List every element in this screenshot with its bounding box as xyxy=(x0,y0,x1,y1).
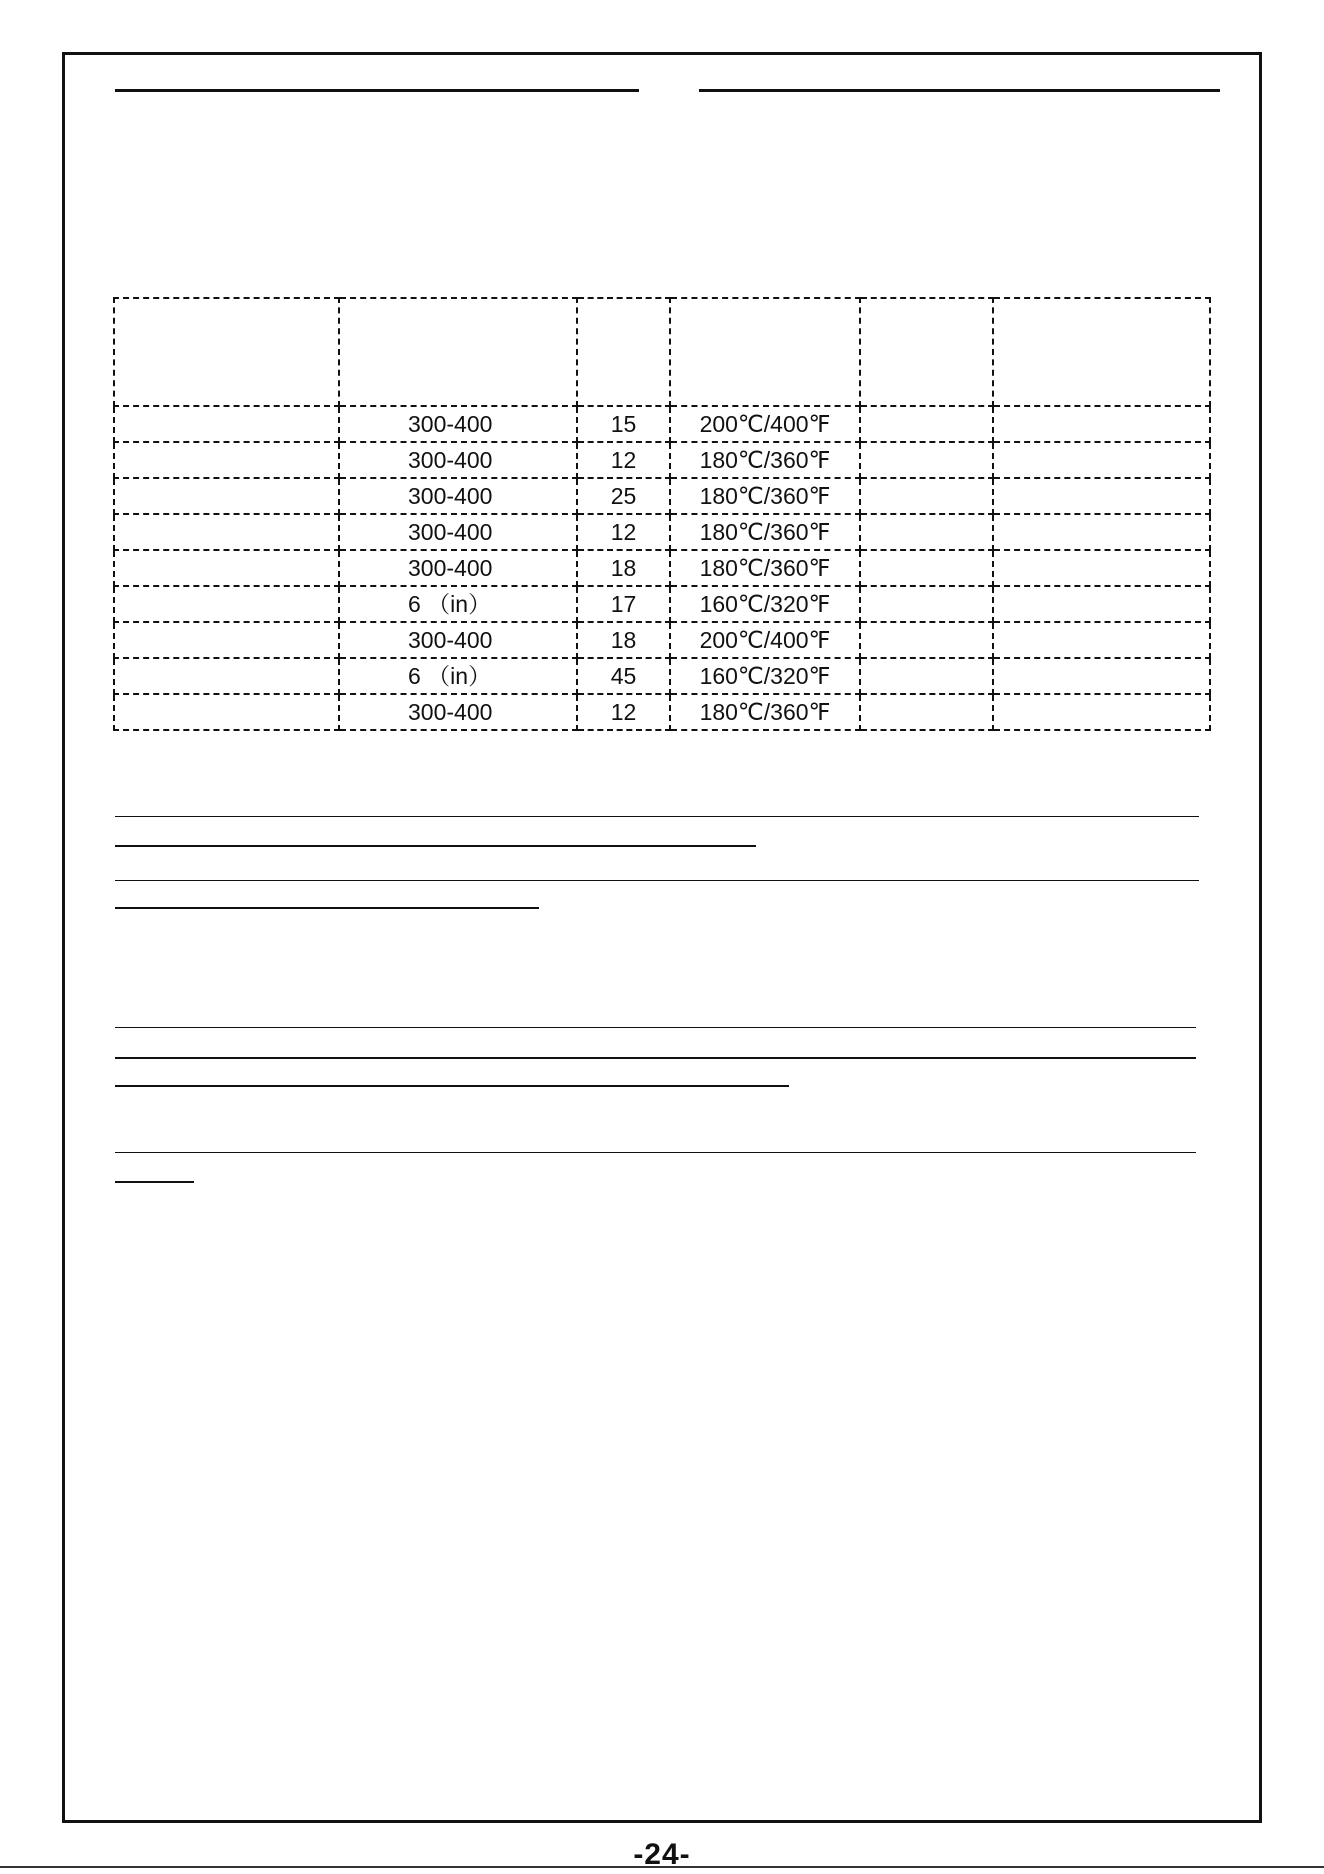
time-cell: 12 xyxy=(577,514,670,550)
shake-cell xyxy=(860,514,993,550)
note-rule xyxy=(115,1152,1196,1153)
header-rule-right xyxy=(699,89,1220,92)
temperature-cell: 180℃/360℉ xyxy=(670,478,860,514)
header-cell-time xyxy=(577,298,670,406)
amount-cell: 300-400 xyxy=(339,478,577,514)
note-rule xyxy=(115,880,1199,881)
extra-cell xyxy=(993,694,1210,730)
header-cell-temperature xyxy=(670,298,860,406)
table-row xyxy=(114,442,1210,478)
shake-cell xyxy=(860,478,993,514)
food-cell xyxy=(114,586,339,622)
amount-cell: 6 （in） xyxy=(339,586,577,622)
bottom-edge-rule xyxy=(0,1866,1324,1874)
food-cell xyxy=(114,694,339,730)
amount-cell: 300-400 xyxy=(339,694,577,730)
cooking-guide-table xyxy=(113,297,1211,731)
temperature-cell: 180℃/360℉ xyxy=(670,694,860,730)
shake-cell xyxy=(860,694,993,730)
note-rule xyxy=(115,1027,1196,1028)
table-header-row xyxy=(114,298,1210,406)
note-rule xyxy=(115,1085,789,1087)
table-row xyxy=(114,406,1210,442)
shake-cell xyxy=(860,550,993,586)
extra-cell xyxy=(993,622,1210,658)
note-rule xyxy=(115,907,539,909)
amount-cell: 300-400 xyxy=(339,622,577,658)
time-cell: 17 xyxy=(577,586,670,622)
food-cell xyxy=(114,514,339,550)
extra-cell xyxy=(993,478,1210,514)
shake-cell xyxy=(860,586,993,622)
page-number: -24- xyxy=(633,1838,691,1871)
extra-cell xyxy=(993,406,1210,442)
time-cell: 15 xyxy=(577,406,670,442)
extra-cell xyxy=(993,658,1210,694)
note-rule xyxy=(115,816,1199,817)
table-row xyxy=(114,694,1210,730)
temperature-cell: 180℃/360℉ xyxy=(670,514,860,550)
table-row xyxy=(114,514,1210,550)
table-row xyxy=(114,658,1210,694)
table-row xyxy=(114,478,1210,514)
food-cell xyxy=(114,658,339,694)
header-cell-shake xyxy=(860,298,993,406)
temperature-cell: 180℃/360℉ xyxy=(670,442,860,478)
food-cell xyxy=(114,622,339,658)
time-cell: 12 xyxy=(577,694,670,730)
amount-cell: 300-400 xyxy=(339,514,577,550)
food-cell xyxy=(114,478,339,514)
header-rule-left xyxy=(115,89,639,92)
time-cell: 25 xyxy=(577,478,670,514)
amount-cell: 300-400 xyxy=(339,406,577,442)
temperature-cell: 200℃/400℉ xyxy=(670,406,860,442)
header-cell-extra xyxy=(993,298,1210,406)
food-cell xyxy=(114,550,339,586)
table-row xyxy=(114,550,1210,586)
food-cell xyxy=(114,442,339,478)
extra-cell xyxy=(993,586,1210,622)
note-rule xyxy=(115,845,756,847)
temperature-cell: 160℃/320℉ xyxy=(670,586,860,622)
amount-cell: 300-400 xyxy=(339,550,577,586)
temperature-cell: 200℃/400℉ xyxy=(670,622,860,658)
time-cell: 45 xyxy=(577,658,670,694)
temperature-cell: 180℃/360℉ xyxy=(670,550,860,586)
shake-cell xyxy=(860,622,993,658)
time-cell: 12 xyxy=(577,442,670,478)
extra-cell xyxy=(993,514,1210,550)
amount-cell: 300-400 xyxy=(339,442,577,478)
time-cell: 18 xyxy=(577,622,670,658)
table-row xyxy=(114,622,1210,658)
header-cell-food xyxy=(114,298,339,406)
extra-cell xyxy=(993,550,1210,586)
time-cell: 18 xyxy=(577,550,670,586)
food-cell xyxy=(114,406,339,442)
shake-cell xyxy=(860,658,993,694)
amount-cell: 6 （in） xyxy=(339,658,577,694)
shake-cell xyxy=(860,406,993,442)
header-cell-amount xyxy=(339,298,577,406)
temperature-cell: 160℃/320℉ xyxy=(670,658,860,694)
extra-cell xyxy=(993,442,1210,478)
note-rule xyxy=(115,1181,194,1183)
note-rule xyxy=(115,1057,1196,1059)
shake-cell xyxy=(860,442,993,478)
table-row xyxy=(114,586,1210,622)
